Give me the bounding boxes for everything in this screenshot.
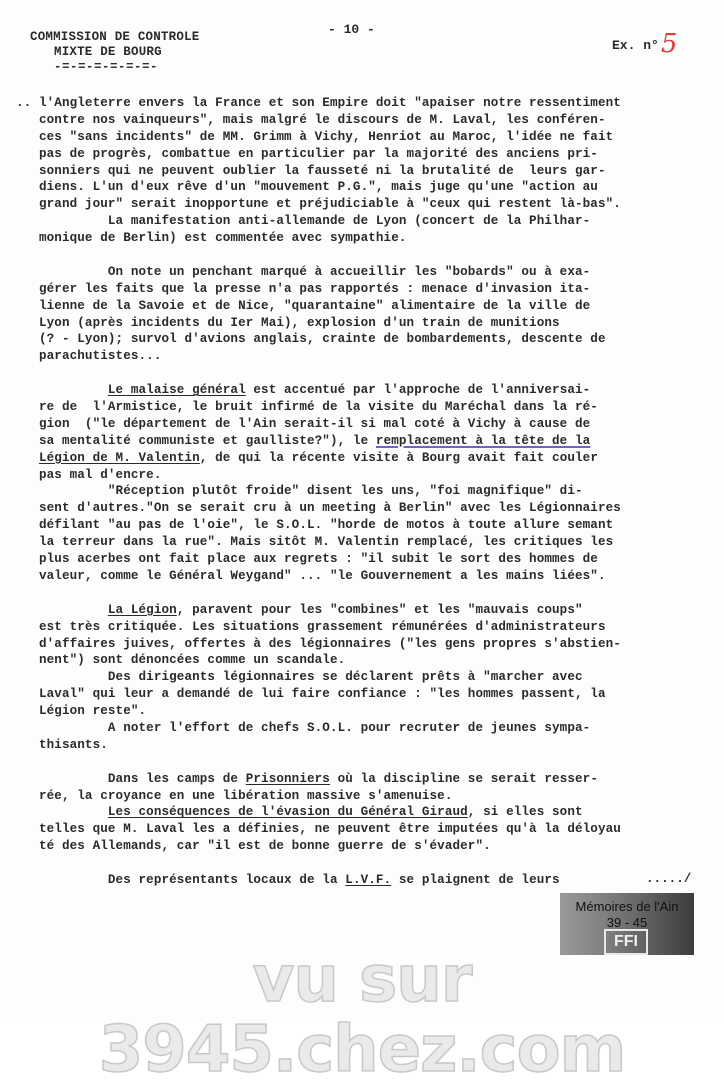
body-line: Lyon (après incidents du Ier Mai), explosion d'un train de munitions xyxy=(16,315,560,330)
document-body xyxy=(16,95,716,889)
page-number: - 10 - xyxy=(328,22,375,37)
body-line xyxy=(16,585,716,602)
body-line: Le malaise général est accentué par l'approche de l'anniversai- xyxy=(107,383,591,398)
body-line: la terreur dans la rue". Mais sitôt M. Valentin remplacé, les critiques les xyxy=(16,535,614,550)
body-line: contre nos vainqueurs", mais malgré le discours de M. Laval, les conféren- xyxy=(16,112,606,127)
commission-rule: -=-=-=-=-=-=- xyxy=(54,60,159,74)
body-line: Dans les camps de Prisonniers où la discipline se serait resser- xyxy=(16,771,598,786)
body-line: La Légion, paravent pour les "combines" et les "mauvais coups" xyxy=(107,602,583,617)
body-line: sonniers qui ne peuvent oublier la fausseté ni la brutalité de leurs gar- xyxy=(16,163,606,178)
body-line: On note un penchant marqué à accueillir les "bobards" ou à exa- xyxy=(16,264,591,279)
body-line: Laval" qui leur a demandé de lui faire confiance : "les hommes passent, la xyxy=(16,687,606,702)
stamp-line2: 39 - 45 xyxy=(606,915,648,930)
body-line: rée, la croyance en une libération massive s'amenuise. xyxy=(16,788,453,803)
body-line: parachutistes... xyxy=(16,349,162,364)
body-line: gérer les faits que la presse n'a pas rapportés : menace d'invasion ita- xyxy=(16,281,591,296)
body-line: Légion de M. Valentin, de qui la récente visite à Bourg avait fait couler xyxy=(38,450,598,465)
body-line: diens. L'un d'eux rêve d'un "mouvement P.G.", mais juge qu'une "action au xyxy=(16,180,598,195)
stamp-line1: Mémoires de l'Ain xyxy=(575,899,679,914)
body-line: re de l'Armistice, le bruit infirmé de la visite du Maréchal dans la ré- xyxy=(16,400,598,415)
commission-header xyxy=(30,30,199,75)
body-line: plus acerbes ont fait place aux regrets : "il subit le sort des hommes de xyxy=(16,552,598,567)
body-line: A noter l'effort de chefs S.O.L. pour recruter de jeunes sympa- xyxy=(16,720,591,735)
body-line: .. l'Angleterre envers la France et son Empire doit "apaiser notre ressentiment xyxy=(16,96,621,110)
body-line: Des représentants locaux de la L.V.F. se plaignent de leurs xyxy=(16,872,560,887)
body-line: est très critiquée. Les situations grassement rémunérées d'administrateurs xyxy=(16,619,606,634)
body-line xyxy=(16,365,716,382)
exemplaire-label: Ex. n° xyxy=(612,38,659,53)
body-line: défilant "au pas de l'oie", le S.O.L. "horde de motos à toute allure semant xyxy=(16,518,614,533)
site-watermark: vu sur 3945.chez.com xyxy=(98,943,626,1087)
body-line: nent") sont dénoncées comme un scandale. xyxy=(16,653,346,668)
body-line: "Réception plutôt froide" disent les uns, "foi magnifique" di- xyxy=(16,484,583,499)
commission-line2: MIXTE DE BOURG xyxy=(54,45,162,59)
body-line: La manifestation anti-allemande de Lyon (concert de la Philhar- xyxy=(16,214,591,229)
exemplaire-number xyxy=(612,26,678,59)
body-line: Des dirigeants légionnaires se déclarent prêts à "marcher avec xyxy=(16,670,583,685)
body-line: sent d'autres."On se serait cru à un meeting à Berlin" avec les Légionnaires xyxy=(16,501,621,516)
body-line: pas de progrès, combattue en particulier par la majorité des anciens pri- xyxy=(16,146,598,161)
body-line: té des Allemands, car "il est de bonne guerre de s'évader". xyxy=(16,839,491,854)
ffi-emblem: FFI xyxy=(604,929,648,955)
body-line: Les conséquences de l'évasion du Général Giraud, si elles sont xyxy=(107,805,583,820)
handwritten-copy-number: 5 xyxy=(660,29,678,59)
body-line: (? - Lyon); survol d'avions anglais, crainte de bombardements, descente de xyxy=(16,332,606,347)
body-line: monique de Berlin) est commentée avec sympathie. xyxy=(16,231,407,246)
body-line xyxy=(16,754,716,771)
body-line xyxy=(16,855,716,872)
body-line: grand jour" serait inopportune et préjudiciable à "ceux qui restent là-bas". xyxy=(16,197,621,212)
body-line: telles que M. Laval les a définies, ne peuvent être imputées qu'à la déloyau xyxy=(16,822,621,837)
body-line: ces "sans incidents" de MM. Grimm à Vichy, Henriot au Maroc, l'idée ne fait xyxy=(16,129,614,144)
body-line xyxy=(16,247,716,264)
body-line: Légion reste". xyxy=(16,704,147,719)
body-line: pas mal d'encre. xyxy=(16,467,162,482)
body-line: sa mentalité communiste et gaulliste?"), le remplacement à la tête de la xyxy=(16,433,591,448)
body-line: valeur, comme le Général Weygand" ... "le Gouvernement a les mains liées". xyxy=(16,568,606,583)
body-line: thisants. xyxy=(16,737,108,752)
body-line: d'affaires juives, offertes à des légionnaires ("les gens propres s'abstien- xyxy=(16,636,621,651)
body-line: gion ("le département de l'Ain serait-il si mal coté à Vichy à cause de xyxy=(16,416,591,431)
continuation-mark: ...../ xyxy=(646,872,692,886)
body-line: lienne de la Savoie et de Nice, "quarantaine" alimentaire de la ville de xyxy=(16,298,591,313)
commission-line1: COMMISSION DE CONTROLE xyxy=(30,30,200,44)
